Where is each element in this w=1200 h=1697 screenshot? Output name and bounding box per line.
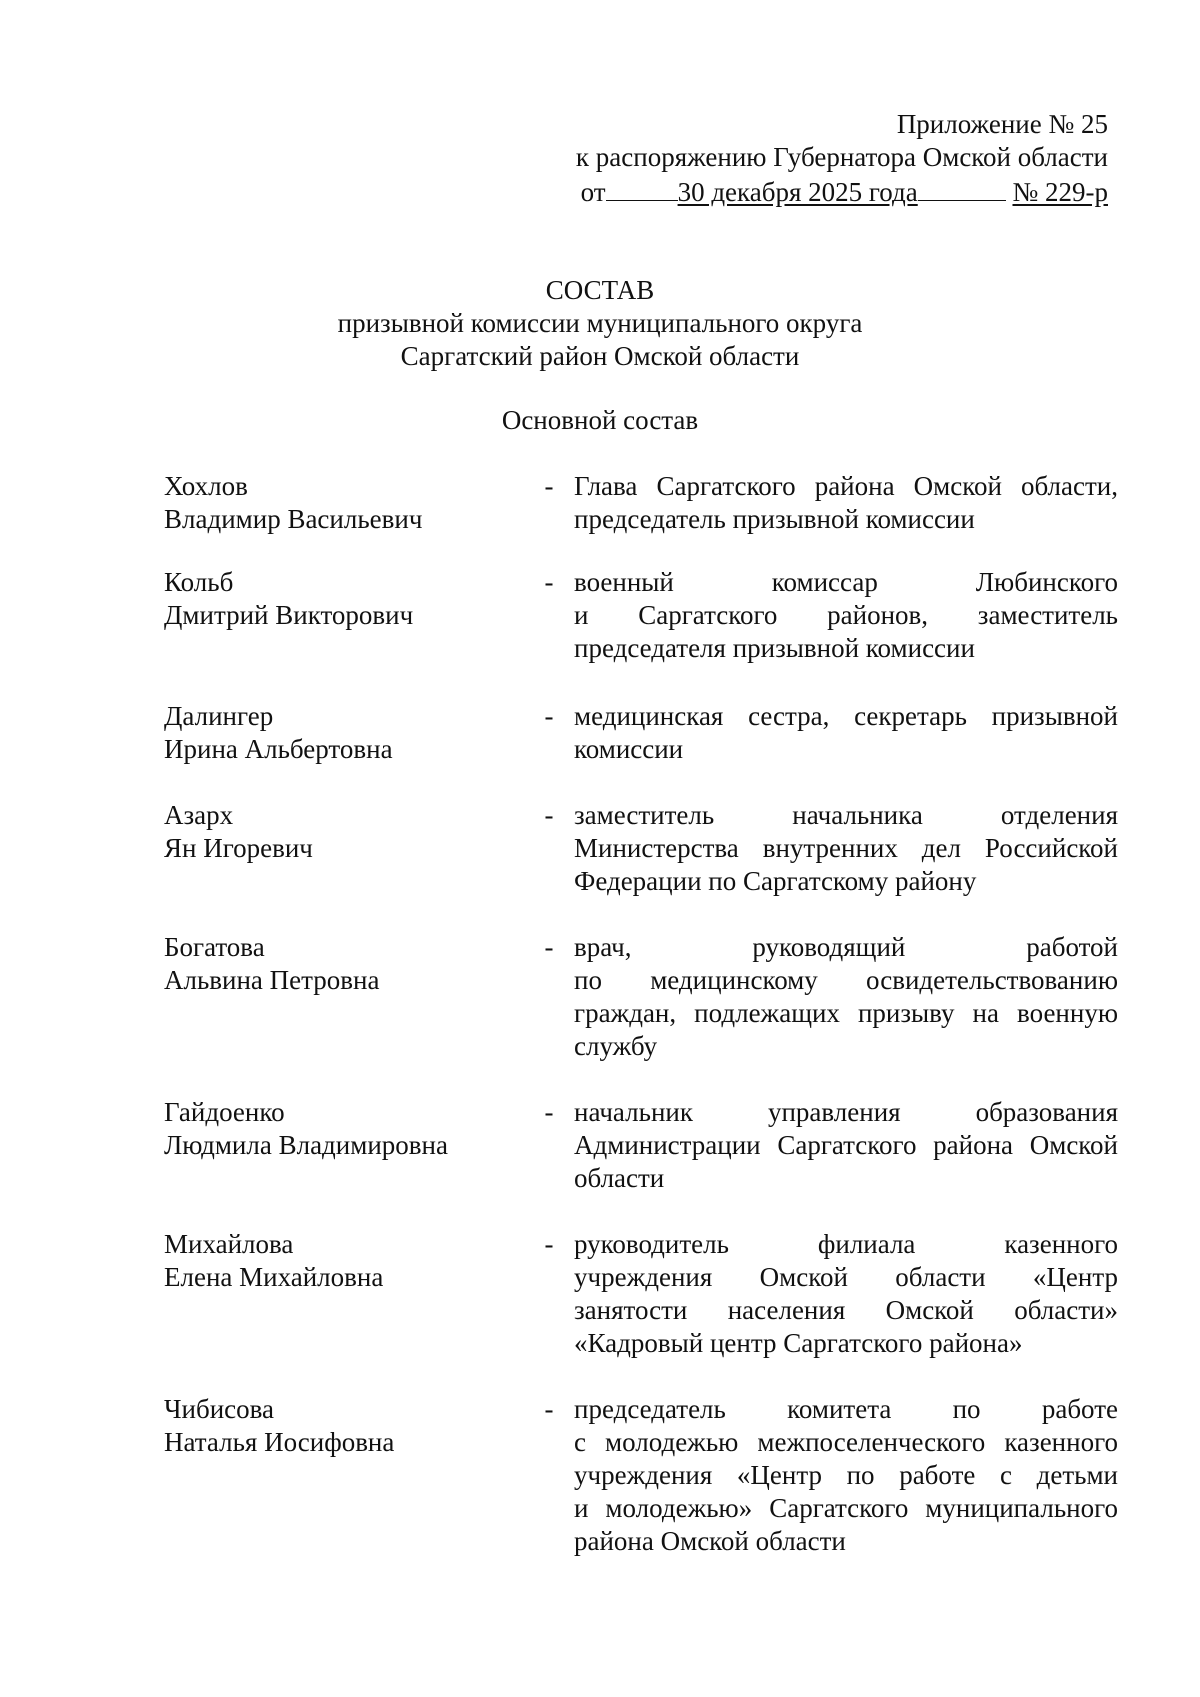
role-line: занятости населения Омской области» [574, 1295, 1118, 1325]
member-row [164, 1393, 1118, 1558]
role-line: руководитель филиала казенного [574, 1229, 1118, 1259]
member-role [574, 799, 1118, 898]
dash-separator: - [544, 567, 554, 597]
appendix-number: Приложение № 25 [896, 109, 1108, 139]
member-given-names: Дмитрий Викторович [164, 600, 414, 630]
member-role [574, 566, 1118, 665]
dash-separator: - [544, 1097, 554, 1127]
member-role [574, 1096, 1118, 1195]
member-surname: Хохлов [164, 471, 248, 501]
member-surname: Кольб [164, 567, 234, 597]
member-row [164, 566, 1118, 665]
role-line: комиссии [574, 734, 684, 764]
member-given-names: Альвина Петровна [164, 965, 380, 995]
from-label: от [580, 177, 606, 207]
dash-separator: - [544, 1229, 554, 1259]
member-role [574, 1228, 1118, 1360]
member-row [164, 799, 1118, 898]
role-line: с молодежью межпоселенческого казенного [574, 1427, 1118, 1457]
role-line: медицинская сестра, секретарь призывной [574, 701, 1118, 731]
member-name [164, 470, 524, 536]
member-surname: Далингер [164, 701, 274, 731]
member-role [574, 931, 1118, 1063]
appendix-date-line [576, 174, 1108, 209]
member-row [164, 1228, 1118, 1360]
dash-separator: - [544, 800, 554, 830]
member-given-names: Наталья Иосифовна [164, 1427, 395, 1457]
role-line: Администрации Саргатского района Омской [574, 1130, 1118, 1160]
role-line: «Кадровый центр Саргатского района» [574, 1328, 1023, 1358]
member-name [164, 799, 524, 865]
appendix-order-number: № 229-р [1012, 177, 1108, 207]
member-given-names: Людмила Владимировна [164, 1130, 448, 1160]
document-heading [0, 274, 1200, 373]
member-surname: Чибисова [164, 1394, 275, 1424]
dash-separator: - [544, 1394, 554, 1424]
dash-separator: - [544, 701, 554, 731]
role-line: учреждения Омской области «Центр [574, 1262, 1118, 1292]
member-row [164, 470, 1118, 536]
member-surname: Михайлова [164, 1229, 294, 1259]
document-subtitle-line2: Саргатский район Омской области [400, 341, 800, 371]
member-row [164, 700, 1118, 766]
member-name [164, 700, 524, 766]
role-line: председатель призывной комиссии [574, 504, 975, 534]
appendix-date: 30 декабря 2025 года [606, 177, 1006, 207]
role-line: заместитель начальника отделения [574, 800, 1118, 830]
document-title: СОСТАВ [545, 275, 655, 305]
members-list [164, 470, 1118, 1558]
member-row [164, 931, 1118, 1063]
member-given-names: Ян Игоревич [164, 833, 313, 863]
role-line: председатель комитета по работе [574, 1394, 1118, 1424]
member-name [164, 1228, 524, 1294]
role-line: Министерства внутренних дел Российской [574, 833, 1118, 863]
role-line: военный комиссар Любинского [574, 567, 1118, 597]
dash-separator: - [544, 932, 554, 962]
appendix-header [576, 108, 1108, 209]
member-name [164, 931, 524, 997]
member-given-names: Елена Михайловна [164, 1262, 384, 1292]
role-line: председателя призывной комиссии [574, 633, 975, 663]
member-role [574, 1393, 1118, 1558]
role-line: учреждения «Центр по работе с детьми [574, 1460, 1118, 1490]
dash-separator: - [544, 471, 554, 501]
member-name [164, 1096, 524, 1162]
member-role [574, 700, 1118, 766]
appendix-reference: к распоряжению Губернатора Омской области [575, 142, 1108, 172]
role-line: службу [574, 1031, 658, 1061]
role-line: Федерации по Саргатскому району [574, 866, 977, 896]
member-name [164, 1393, 524, 1459]
role-line: граждан, подлежащих призыву на военную [574, 998, 1118, 1028]
role-line: врач, руководящий работой [574, 932, 1118, 962]
member-surname: Богатова [164, 932, 265, 962]
member-name [164, 566, 524, 632]
role-line: и молодежью» Саргатского муниципального [574, 1493, 1118, 1523]
member-surname: Гайдоенко [164, 1097, 285, 1127]
section-heading: Основной состав [501, 405, 699, 435]
role-line: начальник управления образования [574, 1097, 1118, 1127]
document-subtitle-line1: призывной комиссии муниципального округа [337, 308, 863, 338]
member-surname: Азарх [164, 800, 234, 830]
member-row [164, 1096, 1118, 1195]
role-line: Глава Саргатского района Омской области, [574, 471, 1118, 501]
role-line: по медицинскому освидетельствованию [574, 965, 1118, 995]
role-line: района Омской области [574, 1526, 846, 1556]
member-given-names: Владимир Васильевич [164, 504, 423, 534]
role-line: области [574, 1163, 665, 1193]
role-line: и Саргатского районов, заместитель [574, 600, 1118, 630]
member-given-names: Ирина Альбертовна [164, 734, 393, 764]
member-role [574, 470, 1118, 536]
